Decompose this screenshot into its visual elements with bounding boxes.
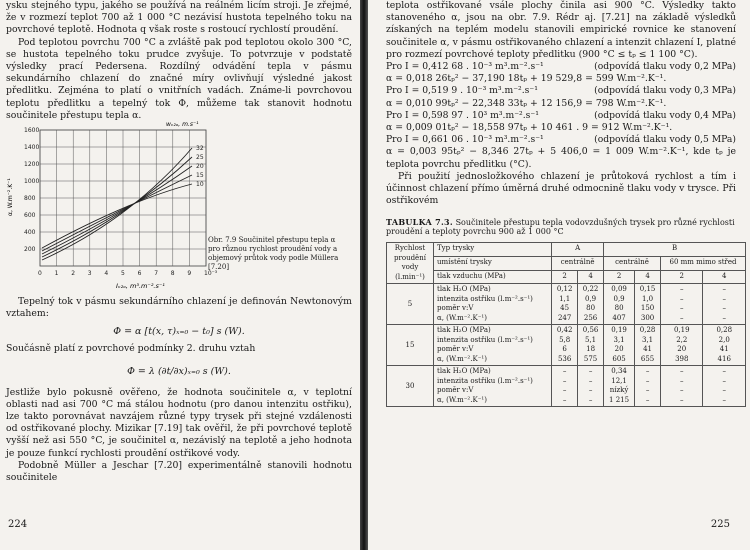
curve-series — [42, 148, 192, 260]
book-gutter — [360, 0, 368, 550]
header-type: Typ trysky — [434, 243, 552, 257]
x-tick-label: 10⁻³ — [204, 270, 218, 277]
value-cell: – – – – — [635, 366, 661, 407]
curve-series — [42, 175, 192, 251]
header-a: A — [552, 243, 604, 257]
formula-equation: α = 0,003 95tₚ² − 8,346 27tₚ + 5 406,0 = 1 009 W.m⁻².K⁻¹, kde tₚ je teplota povrchu předlitku (°C). — [386, 146, 736, 170]
y-tick-label: 1200 — [24, 161, 40, 168]
y-tick-label: 600 — [24, 212, 36, 219]
paragraph: Při použití jednosložkového chlazení je průtoková rychlost a tím i účinnost chlazení přímo úměrná druhé odmocnině tlaku vody v trysce. Při ostřikovém — [386, 170, 736, 207]
paragraph: Jestliže bylo pokusně ověřeno, že hodnota součinitele α, v teplotní oblasti nad asi 700 °C má stálou hodnotu (pro danou intenzitu ostřiku), lze takto porovnávat navzájem různé typy trysek při stejné vzdálenosti od ostřikované plochy. Mizikar [7.19] tak ověřil, že při povrchové teplotě vyšší než asi 550 °C, je součinitel α, nezávislý na teplotě a jeho hodnota je pouze funkcí rychlosti proudění ostřikové vody. — [6, 386, 352, 459]
x-tick-label: 0 — [38, 270, 42, 277]
formula-condition — [386, 61, 736, 73]
value-cell: 0,28 3,1 41 655 — [635, 325, 661, 366]
page-number: 225 — [710, 519, 730, 530]
formula-equation: α = 0,009 01tₚ² − 18,558 97tₚ + 10 461 . 9 = 912 W.m⁻².K⁻¹. — [386, 122, 673, 134]
page-number: 224 — [8, 519, 28, 530]
heat-transfer-table — [386, 242, 746, 407]
condition-left: Pro I = 0,519 9 . 10⁻³ m³.m⁻².s⁻¹ — [386, 85, 538, 97]
y-tick-label: 800 — [24, 195, 36, 202]
condition-left: Pro I = 0,598 97 . 10³ m³.m⁻².s⁻¹ — [386, 109, 539, 121]
value-cell: 0,19 3,1 20 605 — [604, 325, 635, 366]
figure-legend-label: wᵥ₂ₒ, m.s⁻¹ — [166, 121, 199, 128]
paragraph: Součásně platí z povrchové podmínky 2. druhu vztah — [6, 343, 256, 355]
left-page — [0, 0, 360, 550]
speed-cell: 30 — [387, 366, 434, 407]
condition-right: (odpovídá tlaku vody 0,2 MPa) — [594, 61, 736, 73]
pressure-cell: 4 — [703, 270, 746, 284]
y-tick-label: 200 — [24, 246, 36, 253]
x-tick-label: 4 — [104, 270, 109, 277]
table-row — [387, 284, 746, 325]
value-cell: – – – – — [661, 366, 703, 407]
value-cell: 0,34 12,1 nízký 1 215 — [604, 366, 635, 407]
header-b: B — [604, 243, 746, 257]
value-cell: – – – – — [578, 366, 604, 407]
x-tick-label: 6 — [137, 270, 142, 277]
header-placement: umístění trysky — [434, 257, 552, 271]
curve-label: 10 — [196, 181, 204, 188]
x-tick-label: 3 — [87, 270, 92, 277]
pressure-cell: 4 — [635, 270, 661, 284]
pressure-cell: 2 — [661, 270, 703, 284]
x-tick-label: 2 — [71, 270, 76, 277]
value-cell: 0,15 1,0 150 300 — [635, 284, 661, 325]
figure-x-label: Iᵥ₂ₒ, m³.m⁻².s⁻¹ — [116, 282, 165, 290]
x-tick-label: 5 — [121, 270, 125, 277]
curve-label: 25 — [196, 154, 204, 161]
condition-left: Pro I = 0,661 06 . 10⁻³ m³.m⁻².s⁻¹ — [386, 134, 544, 146]
formula-list — [386, 61, 736, 171]
table-caption: TABULKA 7.3. Součinitele přestupu tepla vodovzdušných trysek pro různé rychlosti proudění a teploty povrchu 900 až 1 000 °C — [386, 217, 735, 237]
speed-cell: 5 — [387, 284, 434, 325]
equation-newton: Φ = α [t(x, τ)ₓ₌₀ − t₀] s (W). — [113, 326, 245, 338]
header-central-a: centrálně — [552, 257, 604, 271]
curve-series — [42, 184, 192, 248]
condition-left: Pro I = 0,412 68 . 10⁻³ m³.m⁻².s⁻¹ — [386, 61, 544, 73]
value-cell: 0,09 0,9 80 407 — [604, 284, 635, 325]
value-cell: 0,42 5,8 6 536 — [552, 325, 578, 366]
curve-series — [42, 166, 192, 254]
value-cell: 0,22 0,9 80 256 — [578, 284, 604, 325]
header-speed: Rychlost proudění vody (l.min⁻¹) — [387, 243, 434, 284]
value-cell: – – – – — [552, 366, 578, 407]
y-tick-label: 400 — [24, 229, 36, 236]
condition-right: (odpovídá tlaku vody 0,3 MPa) — [594, 85, 736, 97]
row-labels: tlak H₂O (MPa) intenzita ostřiku (l.m⁻².s⁻¹) poměr v:V α, (W.m⁻².K⁻¹) — [434, 284, 552, 325]
condition-right: (odpovídá tlaku vody 0,5 MPa) — [594, 134, 736, 146]
x-tick-label: 8 — [170, 270, 175, 277]
formula-condition — [386, 85, 736, 97]
header-offcenter: 60 mm mimo střed — [661, 257, 746, 271]
value-cell: – – – – — [703, 284, 746, 325]
value-cell: – – – – — [661, 284, 703, 325]
x-tick-label: 1 — [54, 270, 59, 277]
value-cell: 0,19 2,2 20 398 — [661, 325, 703, 366]
paragraph: teplota ostřikované vsále plochy činila asi 900 °C. Výsledky takto stanoveného α, jsou na obr. 7.9. Rédr aj. [7.21] na základě výsledků získaných na teplém modelu stanovili empirické rovnice ke stanovení součinitele α, v pásmu ostřikovaného chlazení a intenzit chlazení I, platné pro rozmezí povrchové teploty předlitku (900 °C ≤ tₚ ≤ 1 100 °C). — [386, 0, 736, 60]
header-central-b: centrálně — [604, 257, 661, 271]
y-tick-label: 1600 — [24, 127, 40, 134]
paragraph: Podobně Müller a Jeschar [7.20] experimentálně stanovili hodnotu součinitele — [6, 459, 352, 484]
table-row — [387, 366, 746, 407]
table-row — [387, 325, 746, 366]
curve-label: 20 — [196, 163, 204, 170]
formula-equation: α = 0,010 99tₚ² − 22,348 33tₚ + 12 156,9 = 798 W.m⁻².K⁻¹. — [386, 97, 667, 109]
paragraph: Tepelný tok v pásmu sekundárního chlazení je definován Newtonovým vztahem: — [6, 296, 352, 320]
equation-boundary: Φ = λ (∂t/∂x)ₓ₌₀ s (W). — [127, 365, 231, 377]
formula-condition — [386, 134, 736, 146]
speed-cell: 15 — [387, 325, 434, 366]
condition-right: (odpovídá tlaku vody 0,4 MPa) — [594, 109, 736, 121]
x-tick-label: 7 — [154, 270, 159, 277]
formula-equation: α = 0,018 26tₚ² − 37,190 18tₚ + 19 529,8 = 599 W.m⁻².K⁻¹. — [386, 73, 667, 85]
y-tick-label: 1400 — [24, 144, 40, 151]
y-tick-label: 1000 — [24, 178, 40, 185]
row-labels: tlak H₂O (MPa) intenzita ostřiku (l.m⁻².s⁻¹) poměr v:V α, (W.m⁻².K⁻¹) — [434, 366, 552, 407]
pressure-cell: 2 — [604, 270, 635, 284]
header-air-pressure: tlak vzduchu (MPa) — [434, 270, 552, 284]
paragraph: ysku stejného typu, jakého se používá na reálném licím stroji. Je zřejmé, že v rozmezí teplot 700 až 1 000 °C nezávisí hustota tepelného toku na povrchové teplotě. Hodnota q však roste s rostoucí rychlostí proudění. — [6, 0, 352, 36]
curve-label: 32 — [196, 145, 204, 152]
x-tick-label: 9 — [187, 270, 192, 277]
value-cell: 0,56 5,1 18 575 — [578, 325, 604, 366]
formula-condition — [386, 110, 736, 122]
paragraph: Pod teplotou povrchu 700 °C a zvláště pak pod teplotou okolo 300 °C, se hustota tepelného toku prudce zvyšuje. To potvrzuje v podstatě výsledky prací Pedersena. Rozdílný odvádění tepla v pásmu sekundárního chlazení do značné míry ovlivňují výsledné jakost předlitku. Zejména to platí o vnitřních vadách. Známe-li povrchovou teplotu předlitku a tepelný tok Φ, můžeme tak stanovit hodnotu součinitele přestupu tepla α. — [6, 36, 352, 121]
figure-caption: Obr. 7.9 Součinitel přestupu tepla α pro různou rychlost proudění vody a objemový průtok vody podle Müllera [7.20] — [208, 236, 339, 271]
row-labels: tlak H₂O (MPa) intenzita ostřiku (l.m⁻².s⁻¹) poměr v:V α, (W.m⁻².K⁻¹) — [434, 325, 552, 366]
curve-label: 15 — [196, 172, 204, 179]
figure-y-label: α, W.m⁻².K⁻¹ — [7, 178, 14, 216]
value-cell: 0,28 2,0 41 416 — [703, 325, 746, 366]
right-page — [368, 0, 750, 550]
value-cell: 0,12 1,1 45 247 — [552, 284, 578, 325]
value-cell: – – – – — [703, 366, 746, 407]
pressure-cell: 4 — [578, 270, 604, 284]
pressure-cell: 2 — [552, 270, 578, 284]
